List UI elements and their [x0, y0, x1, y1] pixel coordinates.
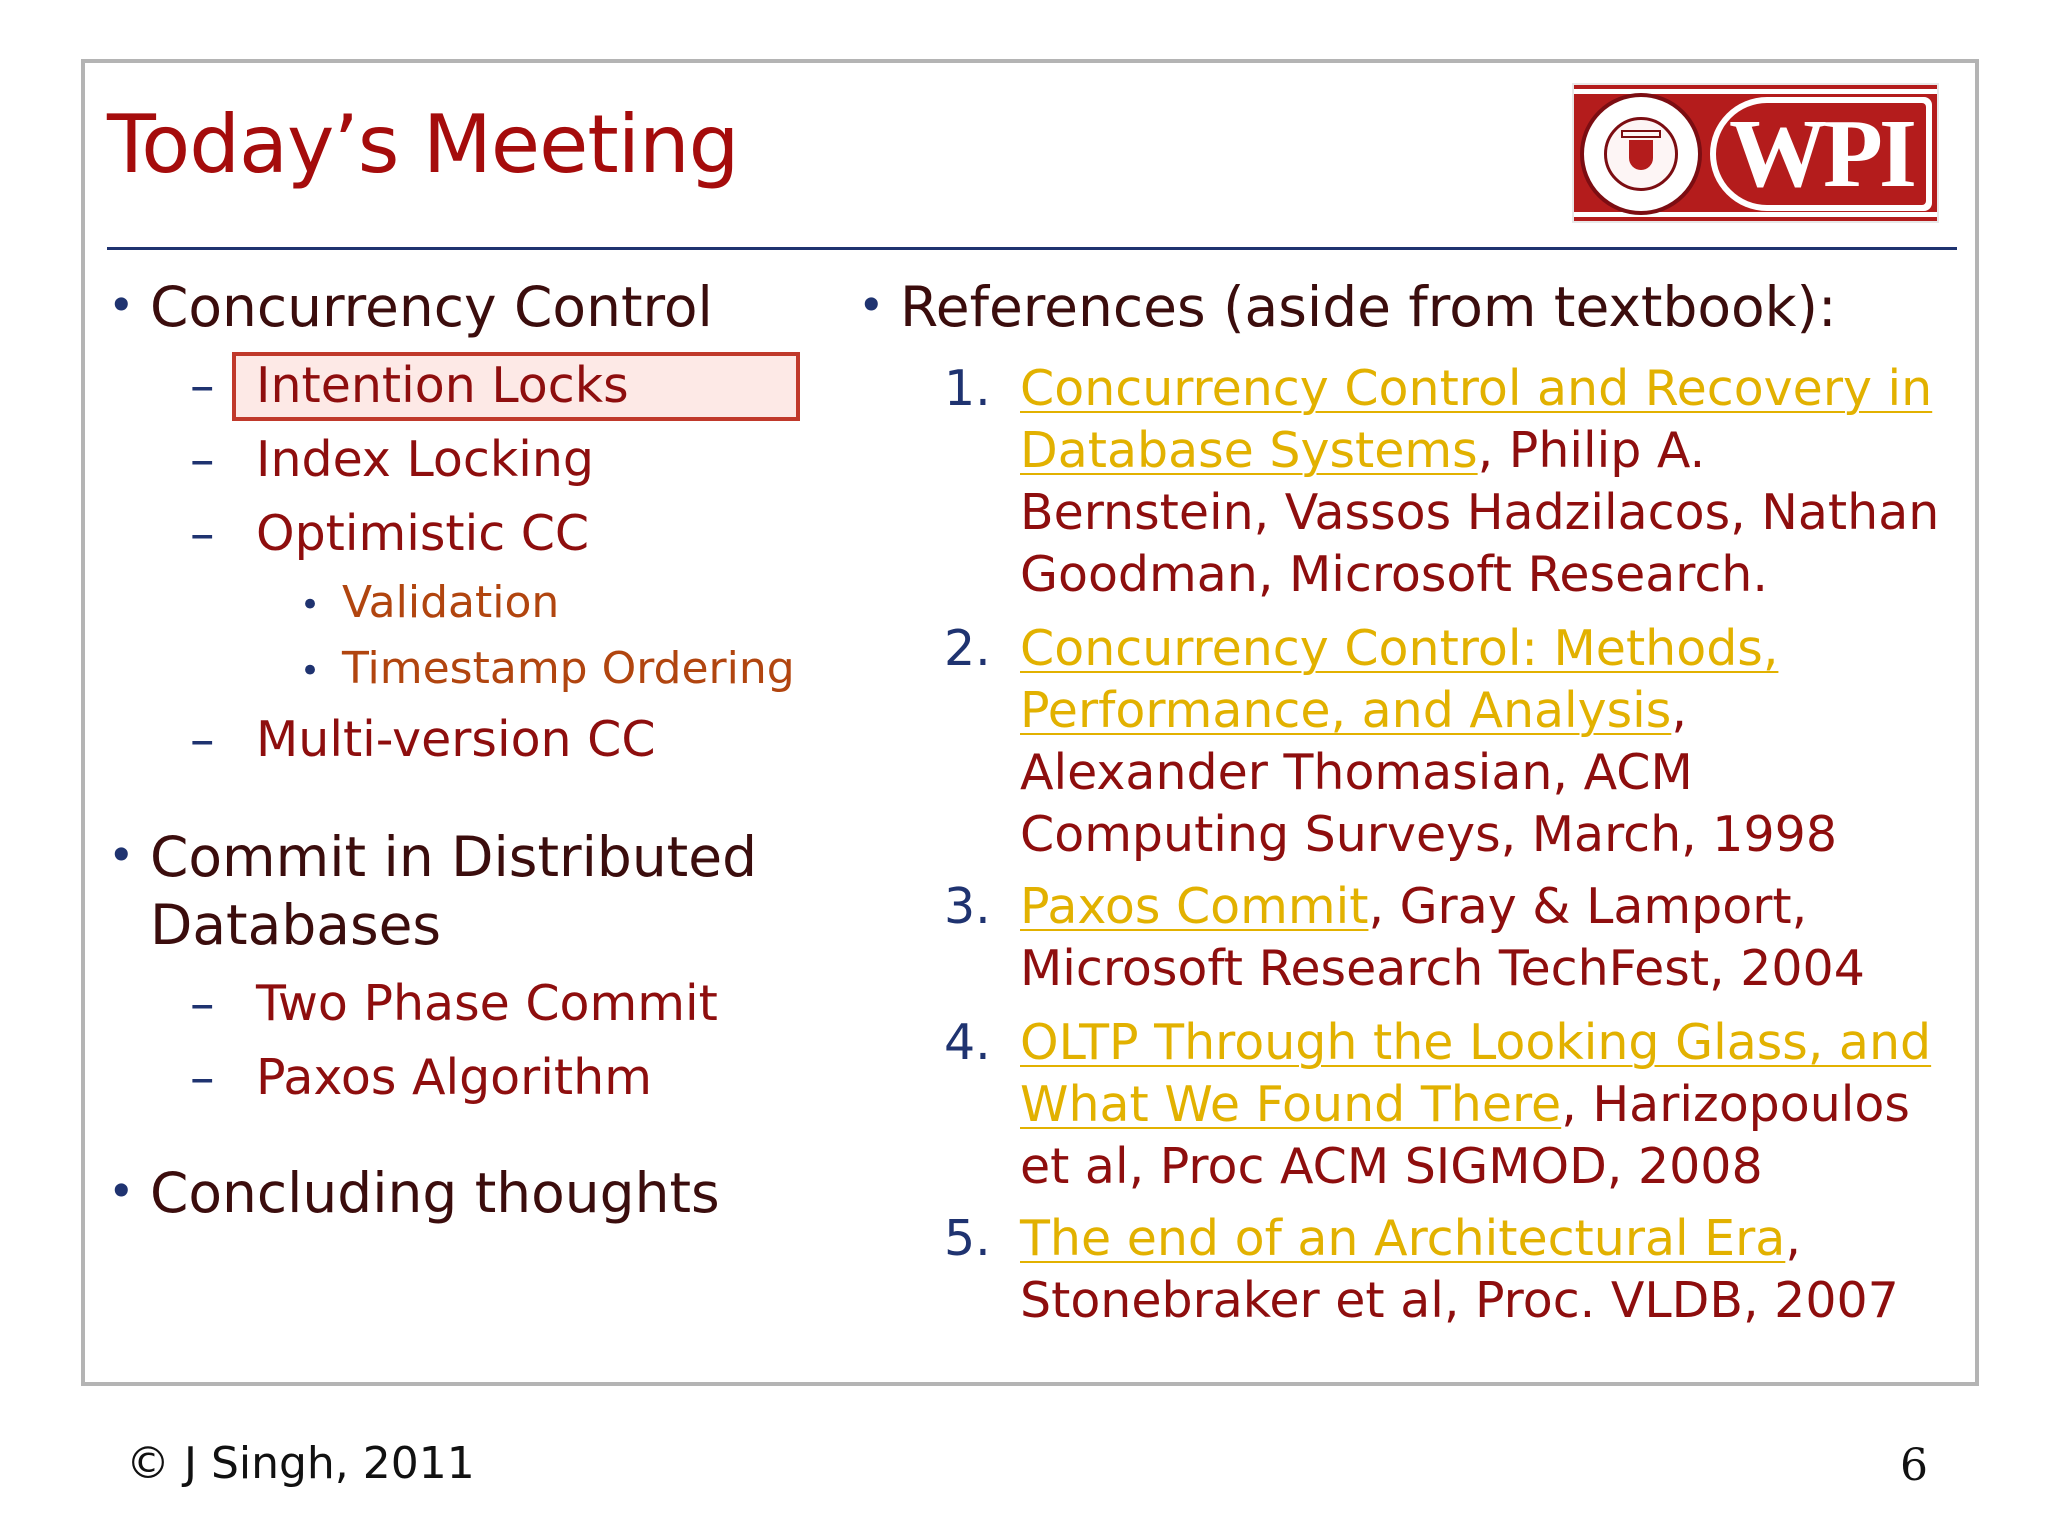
reference-number: 1. — [944, 360, 991, 417]
reference-link[interactable]: The end of an Architectural Era — [1020, 1210, 1786, 1267]
reference-citation: , Alexander Thomasian, ACM Computing Surveys, March, 1998 — [1020, 682, 1837, 863]
reference-citation: , Stonebraker et al, Proc. VLDB, 2007 — [1020, 1210, 1899, 1329]
agenda-subitem-index-locking: Index Locking — [256, 431, 594, 488]
reference-link[interactable]: Concurrency Control: Methods, Performance, and Analysis — [1020, 620, 1779, 739]
reference-number: 5. — [944, 1210, 991, 1267]
agenda-item-concurrency-control: Concurrency Control — [150, 275, 713, 339]
dash-icon: – — [190, 711, 215, 768]
references-heading: References (aside from textbook): — [900, 275, 1837, 339]
reference-citation: , Gray & Lamport, Microsoft Research TechFest, 2004 — [1020, 878, 1865, 997]
seal-icon — [1580, 93, 1702, 215]
dash-icon: – — [190, 505, 215, 562]
reference-link[interactable]: Concurrency Control and Recovery in Database Systems — [1020, 360, 1933, 479]
agenda-subitem-multi-version-cc: Multi-version CC — [256, 711, 656, 768]
page-title: Today’s Meeting — [107, 98, 739, 191]
reference-item — [1020, 1012, 1940, 1198]
agenda-subitem-intention-locks: Intention Locks — [256, 357, 629, 414]
reference-item — [1020, 1208, 1940, 1332]
title-divider — [107, 247, 1957, 250]
agenda-subitem-paxos-algorithm: Paxos Algorithm — [256, 1049, 652, 1106]
dash-icon: – — [190, 975, 215, 1032]
agenda-subsubitem-timestamp-ordering: Timestamp Ordering — [342, 643, 795, 694]
reference-citation: , Philip A. Bernstein, Vassos Hadzilacos, Nathan Goodman, Microsoft Research. — [1020, 422, 1940, 603]
bullet-icon: • — [108, 279, 135, 332]
reference-link[interactable]: Paxos Commit — [1020, 878, 1369, 935]
book-icon — [1621, 130, 1661, 138]
bullet-icon: • — [858, 279, 885, 332]
copyright: © J Singh, 2011 — [126, 1438, 475, 1489]
dash-icon: – — [190, 1049, 215, 1106]
bullet-icon: • — [300, 585, 321, 625]
agenda-subitem-two-phase-commit: Two Phase Commit — [256, 975, 718, 1032]
dash-icon: – — [190, 357, 215, 414]
seal-inner — [1604, 117, 1678, 191]
reference-item — [1020, 358, 1940, 606]
shield-icon — [1629, 140, 1653, 170]
agenda-subsubitem-validation: Validation — [342, 577, 560, 628]
agenda-item-concluding-thoughts: Concluding thoughts — [150, 1161, 720, 1225]
reference-link[interactable]: OLTP Through the Looking Glass, and What We Found There — [1020, 1014, 1932, 1133]
logo-text: WPI — [1716, 103, 1926, 205]
reference-item — [1020, 618, 1940, 866]
reference-citation: , Harizopoulos et al, Proc ACM SIGMOD, 2008 — [1020, 1076, 1910, 1195]
wpi-logo — [1572, 83, 1939, 223]
agenda-item-commit-line1: Commit in Distributed — [150, 825, 757, 889]
reference-number: 2. — [944, 620, 991, 677]
agenda-item-commit-line2: Databases — [150, 893, 442, 957]
bullet-icon: • — [108, 1165, 135, 1218]
reference-number: 4. — [944, 1014, 991, 1071]
reference-item — [1020, 876, 1940, 1000]
page-number: 6 — [1900, 1440, 1928, 1491]
agenda-subitem-optimistic-cc: Optimistic CC — [256, 505, 590, 562]
reference-number: 3. — [944, 878, 991, 935]
logo-wordmark — [1710, 97, 1932, 211]
dash-icon: – — [190, 431, 215, 488]
bullet-icon: • — [108, 829, 135, 882]
bullet-icon: • — [300, 651, 321, 691]
